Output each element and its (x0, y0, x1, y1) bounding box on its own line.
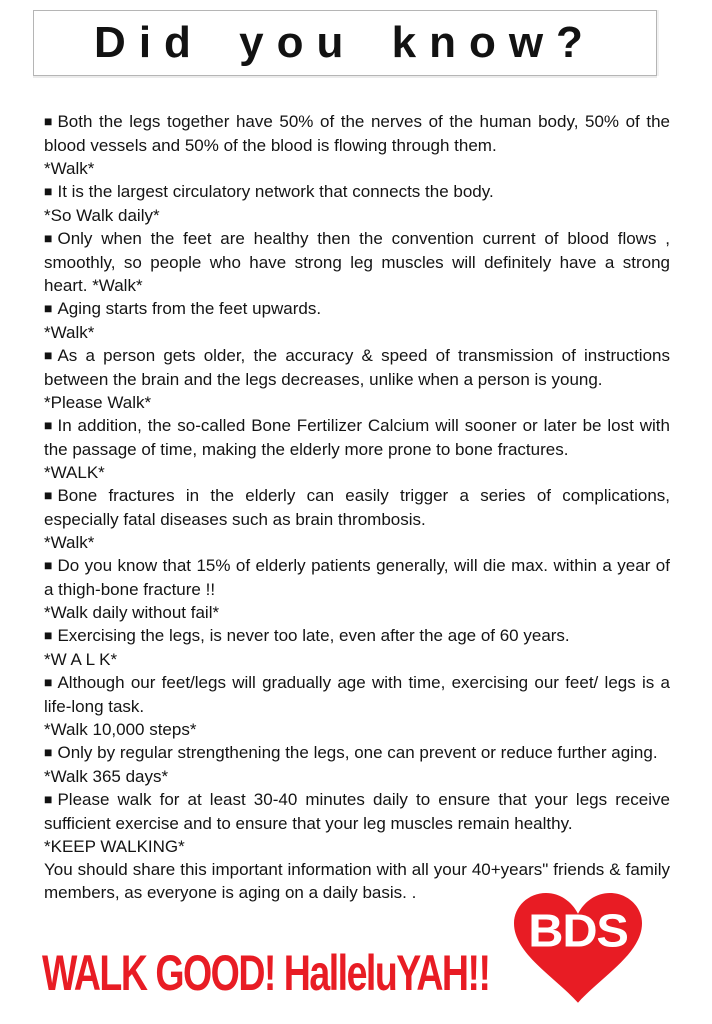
plain-line: *Walk 365 days* (44, 767, 169, 786)
plain-line: *Please Walk* (44, 393, 152, 412)
bullet-paragraph: ■ Only when the feet are healthy then the convention current of blood flows , smoothly, so people who have strong leg muscles will definitely have a strong heart. *Walk* (44, 229, 670, 295)
body-text (44, 110, 670, 904)
footer-slogan: WALK GOOD! HalleluYAH!! (42, 945, 490, 1001)
plain-line: *Walk daily without fail* (44, 603, 220, 622)
plain-line: *So Walk daily* (44, 206, 160, 225)
bullet-square-icon: ■ (44, 347, 53, 363)
bullet-paragraph: ■ Please walk for at least 30-40 minutes daily to ensure that your legs receive sufficient exercise and to ensure that your leg muscles remain healthy. (44, 790, 670, 833)
plain-line: *Walk 10,000 steps* (44, 720, 197, 739)
plain-line: *KEEP WALKING* (44, 837, 185, 856)
bullet-square-icon: ■ (44, 557, 53, 573)
bullet-paragraph: ■ As a person gets older, the accuracy & speed of transmission of instructions between the brain and the legs decreases, unlike when a person is young. (44, 346, 670, 389)
bullet-paragraph: ■ Although our feet/legs will gradually age with time, exercising our feet/ legs is a life-long task. (44, 673, 670, 716)
page-title: Did you know? (94, 18, 596, 67)
bds-logo-text: BDS (528, 905, 628, 958)
plain-line: *WALK* (44, 463, 105, 482)
bullet-square-icon: ■ (44, 627, 53, 643)
plain-line: *Walk* (44, 533, 95, 552)
plain-line: You should share this important information with all your 40+years" friends & family members, as everyone is aging on a daily basis. . (44, 860, 670, 902)
bullet-square-icon: ■ (44, 417, 53, 433)
bullet-paragraph: ■ Bone fractures in the elderly can easily trigger a series of complications, especially fatal diseases such as brain thrombosis. (44, 486, 670, 529)
bullet-square-icon: ■ (44, 674, 53, 690)
bullet-paragraph: ■ In addition, the so-called Bone Fertilizer Calcium will sooner or later be lost with the passage of time, making the elderly more prone to bone fractures. (44, 416, 670, 459)
bds-heart-logo (514, 893, 642, 1005)
header-box (33, 10, 657, 76)
plain-line: *Walk* (44, 159, 95, 178)
bullet-paragraph: ■ Do you know that 15% of elderly patients generally, will die max. within a year of a thigh-bone fracture !! (44, 556, 670, 599)
bullet-square-icon: ■ (44, 230, 53, 246)
heart-icon (514, 893, 642, 1005)
bullet-paragraph: ■ Only by regular strengthening the legs, one can prevent or reduce further aging. (44, 743, 658, 762)
bullet-paragraph: ■ It is the largest circulatory network that connects the body. (44, 182, 494, 201)
bullet-paragraph: ■ Aging starts from the feet upwards. (44, 299, 322, 318)
bullet-square-icon: ■ (44, 113, 53, 129)
bullet-square-icon: ■ (44, 300, 53, 316)
bullet-square-icon: ■ (44, 487, 53, 503)
bullet-paragraph: ■ Both the legs together have 50% of the nerves of the human body, 50% of the blood vessels and 50% of the blood is flowing through them. (44, 112, 670, 155)
bullet-square-icon: ■ (44, 183, 53, 199)
plain-line: *W A L K* (44, 650, 118, 669)
plain-line: *Walk* (44, 323, 95, 342)
bullet-square-icon: ■ (44, 744, 53, 760)
bullet-paragraph: ■ Exercising the legs, is never too late, even after the age of 60 years. (44, 626, 570, 645)
bullet-square-icon: ■ (44, 791, 53, 807)
